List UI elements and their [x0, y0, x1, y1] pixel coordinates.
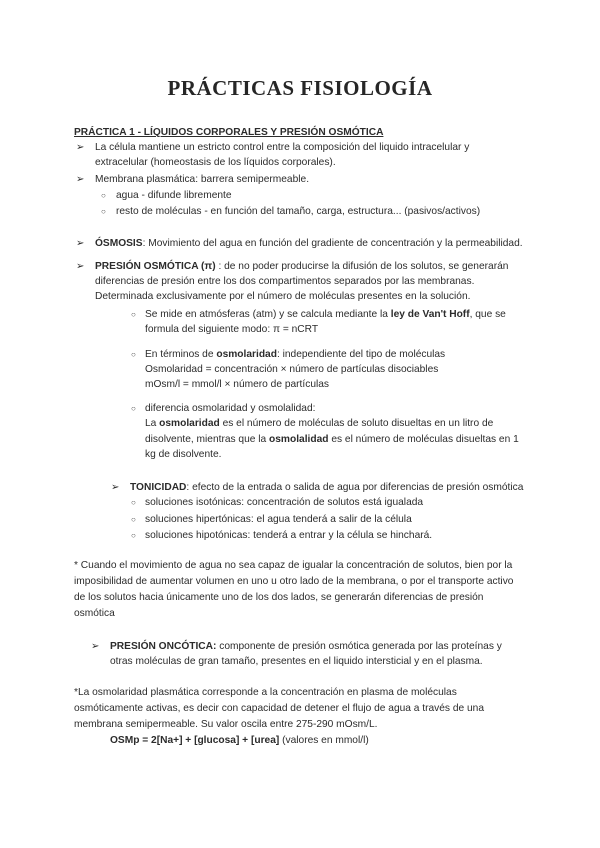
osmolaridad-text: Osmolaridad = concentración × número de partículas disociables	[145, 364, 439, 375]
oncotica-label: PRESIÓN ONCÓTICA:	[110, 641, 217, 652]
note-text: membrana semipermeable. Su valor oscila entre 275-290 mOsm/L.	[74, 719, 378, 730]
osmosis-label: ÓSMOSIS	[95, 238, 143, 249]
bullet-text: La célula mantiene un estricto control entre la composición del liquido intracelular y	[95, 142, 470, 153]
osmp-formula: OSMp = 2[Na+] + [glucosa] + [urea] (valores en mmol/l)	[110, 735, 369, 746]
circle-bullet-icon: ○	[131, 404, 136, 413]
diferencia-text: La osmolaridad es el número de moléculas de soluto disueltas en un litro de	[145, 418, 494, 429]
circle-bullet-icon: ○	[101, 207, 106, 216]
diferencia-text: disolvente, mientras que la osmolalidad es el número de moléculas disueltas en 1	[145, 434, 519, 445]
tonicidad-item: soluciones isotónicas: concentración de solutos está igualada	[145, 497, 424, 508]
tonicidad-item: soluciones hipertónicas: el agua tenderá a salir de la célula	[145, 514, 412, 525]
osmolaridad-text: En términos de osmolaridad: independiente del tipo de moléculas	[145, 349, 446, 360]
oncotica-text: otras moléculas de gran tamaño, presentes en el liquido intersticial y en el plasma.	[110, 656, 483, 667]
presion-text: diferencias de presión entre los dos compartimentos separados por las membranas.	[95, 276, 475, 287]
page-title: PRÁCTICAS FISIOLOGÍA	[167, 76, 433, 100]
note-text: *La osmolaridad plasmática corresponde a la concentración en plasma de moléculas	[74, 687, 457, 698]
note-text: osmótica	[74, 608, 115, 619]
diferencia-text: diferencia osmolaridad y osmolalidad:	[145, 403, 316, 414]
tonicidad-item: soluciones hipotónicas: tenderá a entrar y la célula se hinchará.	[145, 530, 433, 541]
presion-text: Determinada exclusivamente por el número de moléculas presentes en la solución.	[95, 291, 471, 302]
circle-bullet-icon: ○	[131, 498, 136, 507]
note-text: imposibilidad de aumentar volumen en uno u otro lado de la membrana, o por el transporte activo	[74, 576, 514, 587]
presion-text: PRESIÓN OSMÓTICA (π) : de no poder producirse la difusión de los solutos, se generarán	[95, 261, 509, 272]
oncotica-text: PRESIÓN ONCÓTICA: componente de presión osmótica generada por las proteínas y	[110, 641, 502, 652]
note-text: * Cuando el movimiento de agua no sea capaz de igualar la concentración de solutos, bien por la	[74, 560, 513, 571]
diferencia-text: kg de disolvente.	[145, 449, 222, 460]
bullet-text: extracelular (homeostasis de los líquidos corporales).	[95, 157, 336, 168]
presion-label: PRESIÓN OSMÓTICA (π)	[95, 261, 216, 272]
arrow-bullet-icon: ➢	[76, 261, 85, 272]
circle-bullet-icon: ○	[101, 191, 106, 200]
sub-bullet-text: resto de moléculas - en función del tamaño, carga, estructura... (pasivos/activos)	[116, 206, 481, 217]
arrow-bullet-icon: ➢	[91, 641, 100, 652]
tonicidad-label: TONICIDAD	[130, 482, 187, 493]
circle-bullet-icon: ○	[131, 310, 136, 319]
circle-bullet-icon: ○	[131, 515, 136, 524]
tonicidad-text: TONICIDAD: efecto de la entrada o salida de agua por diferencias de presión osmótica	[130, 482, 524, 493]
circle-bullet-icon: ○	[131, 350, 136, 359]
vanthoff-text: Se mide en atmósferas (atm) y se calcula mediante la ley de Van't Hoff, que se	[145, 309, 506, 320]
arrow-bullet-icon: ➢	[76, 174, 85, 185]
sub-bullet-text: agua - difunde libremente	[116, 190, 232, 201]
bullet-text: Membrana plasmática: barrera semipermeable.	[95, 174, 310, 185]
osmosis-text: ÓSMOSIS: Movimiento del agua en función del gradiente de concentración y la permeabilidad.	[95, 238, 523, 249]
arrow-bullet-icon: ➢	[76, 238, 85, 249]
note-text: de los solutos hacia únicamente uno de los dos lados, se generarán diferencias de presión	[74, 592, 484, 603]
osmolaridad-text: mOsm/l = mmol/l × número de partículas	[145, 379, 330, 390]
formula-text: formula del siguiente modo: π = nCRT	[145, 324, 319, 335]
vanthoff-label: ley de Van't Hoff	[390, 309, 470, 320]
section-heading: PRÁCTICA 1 - LÍQUIDOS CORPORALES Y PRESIÓN OSMÓTICA	[74, 127, 384, 138]
circle-bullet-icon: ○	[131, 531, 136, 540]
arrow-bullet-icon: ➢	[76, 142, 85, 153]
arrow-bullet-icon: ➢	[111, 482, 120, 493]
note-text: osmóticamente activas, es decir con capacidad de detener el flujo de agua a través de una	[74, 703, 485, 714]
